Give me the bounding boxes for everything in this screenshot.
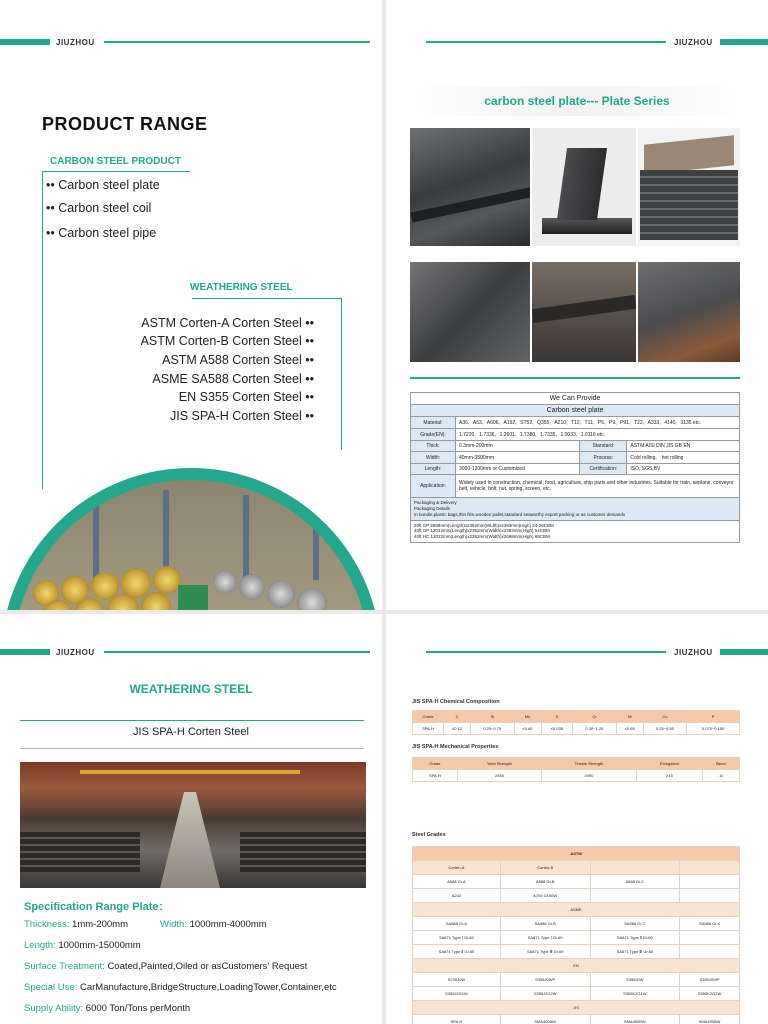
thickness-line — [24, 919, 128, 930]
standard-label: Standard: — [580, 441, 627, 452]
header-rule — [104, 651, 370, 653]
chem-cell: ≤0.035 — [541, 723, 573, 735]
grade-cell: A709 Gr.50W — [500, 889, 590, 903]
brand-logo-text: JIUZHOU — [56, 648, 95, 657]
grade-cell: Corten-B — [500, 861, 590, 875]
page-chemical-grades — [386, 614, 768, 1024]
grade-cell: S355J0W — [590, 973, 680, 987]
weathering-item: ASTM Corten-A Corten Steel •• — [141, 316, 314, 330]
container-line: 40ft HC 12032mm(Length)x2352mm(Width)x2698mm(High) 68CBM — [414, 534, 550, 540]
packaging-cell — [411, 498, 740, 521]
weathering-item: ASTM A588 Corten Steel •• — [162, 353, 314, 367]
chem-header: Ni — [616, 711, 643, 723]
chem-header: Cr — [573, 711, 616, 723]
use-label: Special Use: — [24, 982, 80, 993]
grade-cell — [680, 931, 740, 945]
plate-series-title: carbon steel plate--- Plate Series — [484, 94, 670, 108]
spec-table-subtitle: Carbon steel plate — [411, 405, 740, 417]
grade-cell — [680, 945, 740, 959]
weathering-item: ASTM Corten-B Corten Steel •• — [140, 334, 314, 348]
chem-cell: 0.070~0.150 — [687, 723, 740, 735]
header-accent-bar — [0, 649, 50, 655]
grade-cell — [680, 875, 740, 889]
length-label: Length: — [24, 940, 59, 951]
warehouse-photo-arch — [1, 468, 381, 610]
grades-table — [412, 846, 740, 1024]
grade-cell: S355J2G1W — [413, 987, 501, 1001]
grade-cell: SA588 Gr.A — [413, 917, 501, 931]
carbon-heading-rule — [42, 171, 190, 172]
grade-cell: SA871 Type Ⅰ Gr.60 — [413, 931, 501, 945]
container-cell — [411, 520, 740, 543]
grade-cell — [590, 861, 680, 875]
packaging-line: In bundle,plastic bags,thin film,wooden pallet,standard seaworthy export packing or as customer demands — [414, 511, 626, 517]
surface-label: Surface Treatment: — [24, 961, 108, 972]
process-label: Process: — [580, 452, 627, 464]
header-accent-bar — [720, 649, 768, 655]
chem-header: Cu — [643, 711, 686, 723]
title-rule-bottom — [20, 748, 364, 749]
mech-header: Elongation — [637, 758, 703, 770]
header-accent-bar — [0, 39, 50, 45]
grade-label: Grade(EN): — [411, 429, 456, 441]
grade-cell: S235J0W — [413, 973, 501, 987]
grade-cell: A588 Gr.C — [590, 875, 680, 889]
application-value: Widely used in construction, chemical, food, agriculture, ship parts and other industries. Suitable for train, airplane, conveyor belt, vehicle, bolt, nut, spring, screen, etc. — [456, 475, 740, 498]
header-rule — [426, 651, 666, 653]
weathering-title: WEATHERING STEEL — [129, 682, 253, 696]
chem-cell: 0.25~0.55 — [643, 723, 686, 735]
container-line: 40ft GP 12032mm(Length)x2352mm(Width)x2393mm(High) 54CBM — [414, 528, 550, 534]
carbon-item: •• Carbon steel coil — [46, 201, 152, 215]
grade-cell: S355K2G1W — [590, 987, 680, 1001]
mech-heading: JIS SPA-H Mechanical Properties — [412, 744, 499, 750]
grade-cell — [680, 861, 740, 875]
grade-cell: A588 Gr.B — [500, 875, 590, 889]
use-line — [24, 982, 337, 993]
weathering-heading-rule — [192, 298, 342, 299]
length-label: Length: — [411, 464, 456, 475]
cert-label: Certification: — [580, 464, 627, 475]
grade-value: 1.7220、1.7336、1.2601、1.7380、1.7335、1.0033、1.0116 etc. — [456, 429, 740, 441]
grade-cell: S355J0WP — [500, 973, 590, 987]
cert-value: ISO, SGS,BV — [627, 464, 740, 475]
grade-cell: SA871 Type Ⅱ Gr.65 — [413, 945, 501, 959]
mech-header: Tensile Strength — [541, 758, 636, 770]
plate-layers-photo — [638, 128, 740, 246]
plate-photo-4 — [638, 262, 740, 362]
width-line — [160, 919, 267, 930]
grade-cell: A242 — [413, 889, 501, 903]
chem-header: C — [444, 711, 471, 723]
packaging-line: Packaging Details — [414, 505, 451, 511]
spec-range-heading: Specification Range Plate： — [24, 901, 170, 913]
chem-header: Grade — [413, 711, 444, 723]
title-rule-top — [20, 720, 364, 721]
thickness-label: Thickness: — [24, 919, 73, 930]
section-rule — [410, 377, 740, 379]
mech-header: Yield Strength — [457, 758, 541, 770]
width-label: Width: — [411, 452, 456, 464]
right-vertical-rule — [341, 298, 342, 450]
mech-cell: ≥355 — [457, 770, 541, 782]
chem-header: Mn — [514, 711, 541, 723]
thick-label: Thick: — [411, 441, 456, 452]
chem-cell: SPA-H — [413, 723, 444, 735]
grades-section-jis: JIS — [413, 1001, 740, 1015]
brand-logo-text: JIUZHOU — [56, 38, 95, 47]
grade-cell: Corten-A — [413, 861, 501, 875]
page-product-range — [0, 0, 382, 610]
page-title: PRODUCT RANGE — [42, 114, 208, 134]
mech-table — [412, 757, 740, 782]
weathering-item: JIS SPA-H Corten Steel •• — [170, 409, 314, 423]
grade-cell: SA588 Gr.C — [590, 917, 680, 931]
chem-heading: JIS SPA-H Chemical Composition — [412, 699, 500, 705]
width-value: 40mm-3500mm — [456, 452, 580, 464]
left-vertical-rule — [42, 171, 43, 489]
width-value: 1000mm-4000mm — [189, 919, 267, 930]
grade-cell: S355J0WP — [680, 973, 740, 987]
chem-cell: ≤0.12 — [444, 723, 471, 735]
carbon-steel-heading: CARBON STEEL PRODUCT — [50, 156, 181, 167]
carbon-item: •• Carbon steel plate — [46, 178, 160, 192]
grade-cell: S355J2G2W — [500, 987, 590, 1001]
process-value: Cold rolling、 hot rolling — [627, 452, 740, 464]
chem-cell: ≤0.65 — [616, 723, 643, 735]
chem-table — [412, 710, 740, 735]
grades-heading: Steel Grades — [412, 832, 446, 838]
warehouse-photo — [20, 762, 366, 888]
chem-header: P — [687, 711, 740, 723]
grade-cell: SMA490BW — [680, 1015, 740, 1024]
chem-cell: ≤0.60 — [514, 723, 541, 735]
grade-cell: A588 Gr.A — [413, 875, 501, 889]
spec-table — [410, 392, 740, 543]
chem-cell: 0.30~1.25 — [573, 723, 616, 735]
page-weathering-steel — [0, 614, 382, 1024]
plate-photo — [410, 128, 530, 246]
application-label: Application: — [411, 475, 456, 498]
length-value: 1000mm-15000mm — [58, 940, 141, 951]
chem-header: S — [541, 711, 573, 723]
grades-section-astm: ASTM — [413, 847, 740, 861]
grade-cell: SA588 Gr.B — [500, 917, 590, 931]
material-value: A36、A53、A606、A192、ST52、Q355、A210、T12、T11、P5、P9、P91、T22、A333、4140、3135 etc. — [456, 417, 740, 429]
header-rule — [426, 41, 666, 43]
mech-header: Grade — [413, 758, 458, 770]
mech-cell: SPA-H — [413, 770, 458, 782]
grade-cell: SPA-H — [413, 1015, 501, 1024]
grade-cell: SA588 Gr.K — [680, 917, 740, 931]
chem-cell: 0.25~0.75 — [471, 723, 514, 735]
header-accent-bar — [720, 39, 768, 45]
grade-cell: SMA490BW — [590, 1015, 680, 1024]
spec-table-title: We Can Provide — [411, 393, 740, 405]
weathering-steel-heading: WEATHERING STEEL — [190, 282, 293, 293]
surface-line — [24, 961, 307, 972]
supply-value: 6000 Ton/Tons perMonth — [85, 1003, 191, 1014]
brand-logo-text: JIUZHOU — [674, 648, 713, 657]
width-label: Width: — [160, 919, 190, 930]
grade-cell: S355K2G2W — [680, 987, 740, 1001]
mech-cell: ≥15 — [637, 770, 703, 782]
grade-cell — [680, 889, 740, 903]
grades-section-en: EN — [413, 959, 740, 973]
thickness-value: 1mm-200mm — [72, 919, 128, 930]
weathering-item: EN S355 Corten Steel •• — [178, 390, 314, 404]
length-line — [24, 940, 141, 951]
chem-header: Si — [471, 711, 514, 723]
plate-photo-2 — [410, 262, 530, 362]
packaging-line: Packaging & Delivery — [414, 500, 457, 505]
weathering-item: ASME SA588 Corten Steel •• — [152, 372, 314, 386]
plate-stack-photo — [532, 128, 636, 246]
grade-cell: SA871 Type Ⅲ Gr.65 — [590, 945, 680, 959]
grade-cell: SA871 Type Ⅲ Gr.65 — [500, 945, 590, 959]
jis-spah-subtitle: JIS SPA-H Corten Steel — [133, 726, 249, 738]
grades-section-asme: ASME — [413, 903, 740, 917]
brand-logo-text: JIUZHOU — [674, 38, 713, 47]
grade-cell: SA871 Type Ⅰ Gr.65 — [500, 931, 590, 945]
thick-value: 0.3mm-200mm — [456, 441, 580, 452]
grade-cell — [590, 889, 680, 903]
plate-photo-3 — [532, 262, 636, 362]
length-value: 3000-1200mm or Customized — [456, 464, 580, 475]
surface-value: Coated,Painted,Oiled or asCustomers' Request — [107, 961, 308, 972]
container-line: 20ft GP 5898mm(Length)x2352mm(Width)x2393mm(High) 24-26CBM — [414, 522, 554, 528]
carbon-item: •• Carbon steel pipe — [46, 226, 157, 240]
supply-label: Supply Ability: — [24, 1003, 86, 1014]
supply-line — [24, 1003, 190, 1014]
standard-value: ASTM AISI DIN JIS GB EN — [627, 441, 740, 452]
grade-cell: SMA400AW — [500, 1015, 590, 1024]
mech-cell: 1t — [702, 770, 739, 782]
mech-cell: ≥490 — [541, 770, 636, 782]
mech-header: Bend — [702, 758, 739, 770]
grade-cell: SA871 Type Ⅱ Gr.60 — [590, 931, 680, 945]
material-label: Material: — [411, 417, 456, 429]
header-rule — [104, 41, 370, 43]
page-plate-series — [386, 0, 768, 610]
use-value: CarManufacture,BridgeStructure,LoadingTower,Container,etc — [79, 982, 337, 993]
